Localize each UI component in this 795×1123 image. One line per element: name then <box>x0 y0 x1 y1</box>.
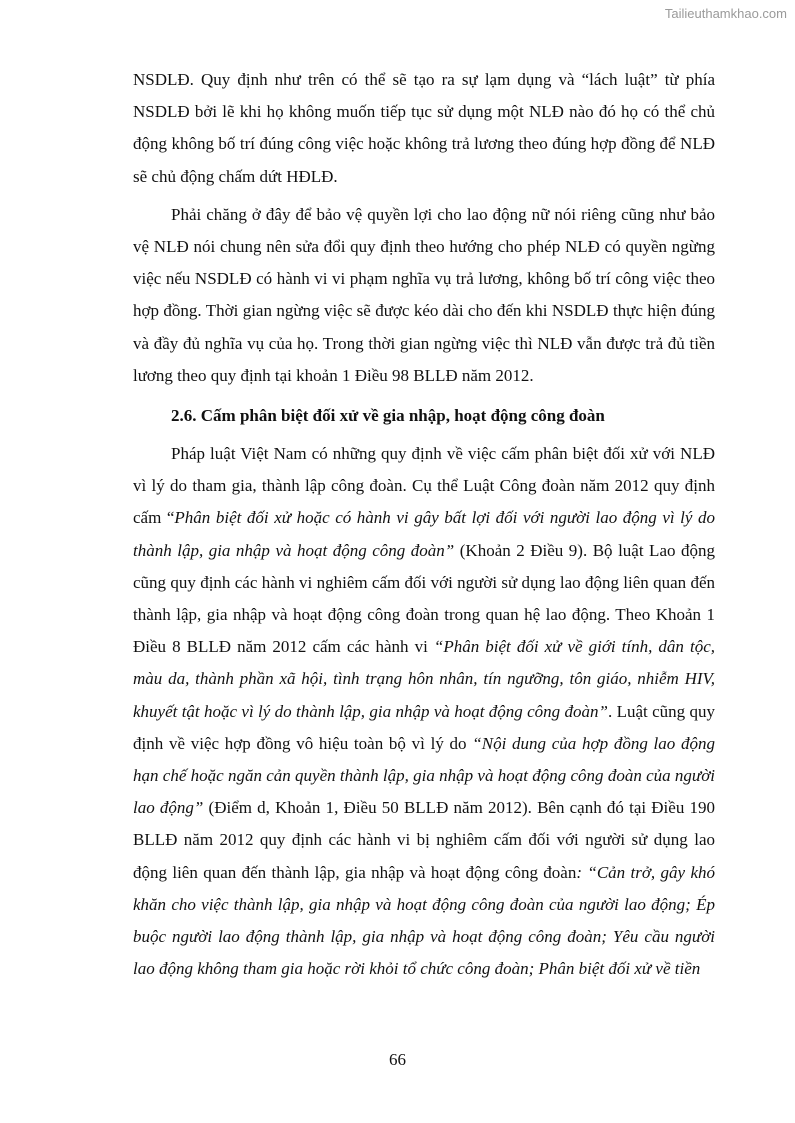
watermark: Tailieuthamkhao.com <box>664 6 787 21</box>
text-run: (Khoản 2 Điều 9). Bộ luật Lao động cũng quy định các hành vi nghiêm cấm đối với người sử dụng lao động liên quan đến thành lập, gia nhập và hoạt động công đoàn trong quan hệ lao động. Theo Khoản 1 Điều 8 BLLĐ năm 2012 cấm các hành vi <box>133 540 715 657</box>
paragraph-1: NSDLĐ. Quy định như trên có thể sẽ tạo ra sự lạm dụng và “lách luật” từ phía NSDLĐ bởi lẽ khi họ không muốn tiếp tục sử dụng một NLĐ nào đó họ có thể chủ động không bố trí đúng công việc hoặc không trả lương theo đúng hợp đồng để NLĐ sẽ chủ động chấm dứt HĐLĐ. <box>133 70 715 186</box>
page-number: 66 <box>389 1050 406 1069</box>
paragraph-3 <box>133 438 715 985</box>
quote-run: : “Cản trở, gây khó khăn cho việc thành lập, gia nhập và hoạt động công đoàn của người lao động; Ép buộc người lao động thành lập, gia nhập và hoạt động công đoàn; Yêu cầu người lao động không tham gia hoặc rời khỏi tổ chức công đoàn; Phân biệt đối xử về tiền <box>133 862 715 979</box>
document-body <box>133 64 715 985</box>
section-heading: 2.6. Cấm phân biệt đối xử về gia nhập, hoạt động công đoàn <box>171 406 605 426</box>
text-run: Pháp luật Việt Nam có những quy định về việc cấm phân biệt đối xử với NLĐ vì lý do tham gia, thành lập công đoàn. Cụ thể Luật Công đoàn năm 2012 quy định cấm “ <box>133 444 715 528</box>
quote-run: Phân biệt đối xử hoặc có hành vi gây bất lợi đối với người lao động vì lý do thành lập, gia nhập và hoạt động công đoàn” <box>133 508 715 560</box>
paragraph-2: Phải chăng ở đây để bảo vệ quyền lợi cho lao động nữ nói riêng cũng như bảo vệ NLĐ nói chung nên sửa đổi quy định theo hướng cho phép NLĐ có quyền ngừng việc nếu NSDLĐ có hành vi vi phạm nghĩa vụ trả lương, không bố trí công việc theo hợp đồng. Thời gian ngừng việc sẽ được kéo dài cho đến khi NSDLĐ thực hiện đúng và đầy đủ nghĩa vụ của họ. Trong thời gian ngừng việc thì NLĐ vẫn được trả đủ tiền lương theo quy định tại khoản 1 Điều 98 BLLĐ năm 2012. <box>133 204 715 385</box>
quote-run: “Phân biệt đối xử về giới tính, dân tộc, màu da, thành phần xã hội, tình trạng hôn nhân, tín ngưỡng, tôn giáo, nhiễm HIV, khuyết tật hoặc vì lý do thành lập, gia nhập và hoạt động công đoàn” <box>133 637 715 721</box>
text-run: . Luật cũng quy định về việc hợp đồng vô hiệu toàn bộ vì lý do <box>133 701 716 753</box>
text-run: (Điểm d, Khoản 1, Điều 50 BLLĐ năm 2012). Bên cạnh đó tại Điều 190 BLLĐ năm 2012 quy định các hành vi bị nghiêm cấm đối với người sử dụng lao động liên quan đến thành lập, gia nhập và hoạt động công đoàn <box>133 798 716 882</box>
quote-run: “Nội dung của hợp đồng lao động hạn chế hoặc ngăn cản quyền thành lập, gia nhập và hoạt động công đoàn của người lao động” <box>133 733 715 818</box>
